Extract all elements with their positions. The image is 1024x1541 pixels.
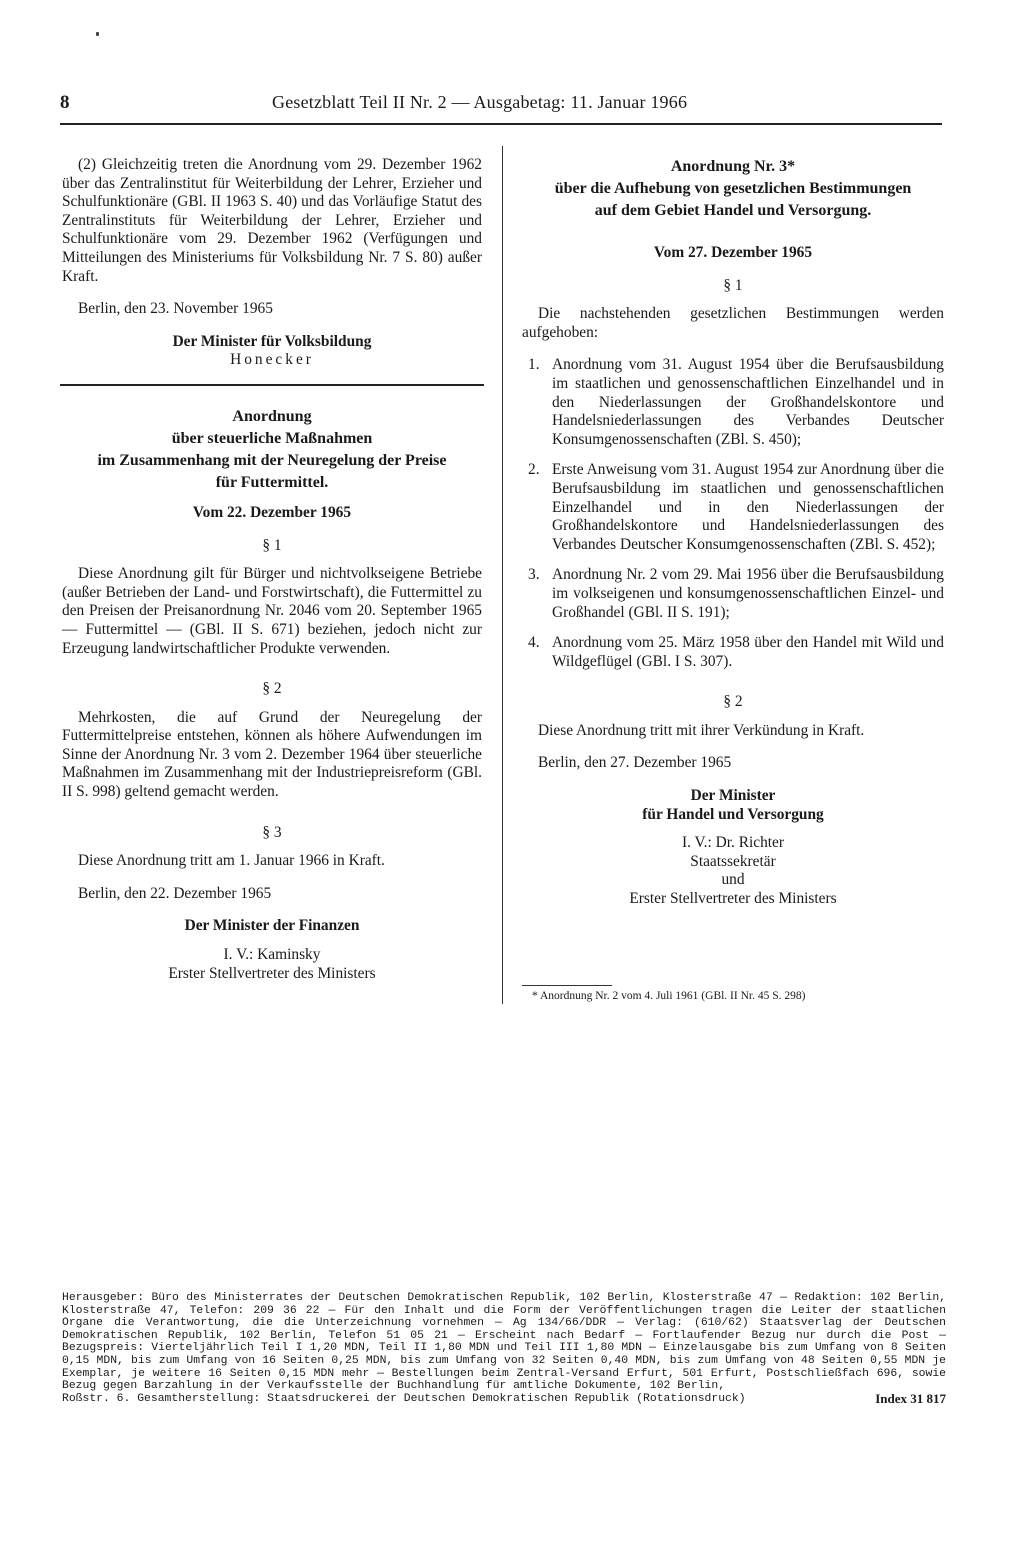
section-text: Diese Anordnung gilt für Bürger und nichtvolkseigene Betriebe (außer Betrieben der Land- und Forstwirtschaft), die Futtermittel zu den Preisen der Preisanordnung Nr. 2046 vom 20. September 1965 — Futtermittel — (GBl. II S. 671) beziehen, jedoch nicht zur Erzeugung landwirtschaftlicher Produkte verwenden. — [62, 565, 482, 657]
heading-line: Anordnung — [232, 407, 312, 425]
section-label: § 3 — [262, 823, 282, 841]
place-date: Berlin, den 27. Dezember 1965 — [538, 754, 732, 772]
section-label: § 2 — [723, 693, 743, 711]
section-text: Mehrkosten, die auf Grund der Neuregelung der Futtermittelpreise entstehen, können als höhere Aufwendungen im Sinne der Anordnung Nr. 3 vom 2. Dezember 1964 über steuerliche Maßnahmen im Zusammenhang mit der Industriepreisreform (GBl. II S. 998) geltend gemacht werden. — [62, 708, 482, 801]
minister-title: für Handel und Versorgung — [642, 805, 824, 823]
list-item: 1. Anordnung vom 31. August 1954 über die Berufsausbildung im staatlichen und genossenschaftlichen Einzelhandel und in den Niederlassungen der Großhandelskontore und Handelsniederlassungen des Verbandes Deutscher Konsumgenossenschaften (ZBl. S. 450); — [528, 356, 944, 448]
footnote-rule — [522, 985, 612, 986]
page-header — [60, 92, 940, 122]
left-column — [62, 156, 482, 983]
section-label: § 1 — [723, 276, 743, 294]
section-text: Diese Anordnung tritt mit ihrer Verkündung in Kraft. — [538, 721, 865, 739]
imprint-text: Herausgeber: Büro des Ministerrates der Deutschen Demokratischen Republik, 102 Berlin, Klosterstraße 47 — Redaktion: 102 Berlin, Klosterstraße 47, Telefon: 209 36 22 — Für den Inhalt und die Form der Veröffentlichungen tragen die Leiter der staatlichen Organe die Verantwortung, die die Unterzeichnung vornehmen — Ag 134/66/DDR — Verlag: (610/62) Staatsverlag der Deutschen Demokratischen Republik, 102 Berlin, Telefon 51 05 21 — Erscheint nach Bedarf — Fortlaufender Bezug nur durch die Post — Bezugspreis: Vierteljährlich Teil I 1,20 MDN, Teil II 1,80 MDN und Teil III 1,80 MDN — Einzelausgabe bis zum Umfang von 8 Seiten 0,15 MDN, bis zum Umfang von 16 Seiten 0,25 MDN, bis zum Umfang von 32 Seiten 0,40 MDN, bis zum Umfang von 48 Seiten 0,55 MDN je Exemplar, je weitere 16 Seiten 0,15 MDN mehr — Bestellungen beim Zentral-Versand Erfurt, 501 Erfurt, Postschließfach 696, sowie Bezug gegen Barzahlung in der Verkaufsstelle der Buchhandlung für amtliche Dokumente, 102 Berlin, — [62, 1292, 946, 1393]
ordinance-date: Vom 22. Dezember 1965 — [192, 503, 352, 521]
page-number: 8 — [60, 92, 70, 113]
minister-title: Der Minister — [690, 787, 776, 805]
heading-line: über steuerliche Maßnahmen — [171, 429, 373, 447]
signer-name: I. V.: Kaminsky — [223, 946, 321, 964]
section-label: § 1 — [262, 536, 282, 554]
minister-title: Der Minister der Finanzen — [184, 917, 360, 935]
signer-name: I. V.: Dr. Richter — [681, 834, 785, 852]
section-label: § 2 — [262, 680, 282, 698]
place-date: Berlin, den 23. November 1965 — [78, 300, 273, 318]
section-text: Diese Anordnung tritt am 1. Januar 1966 in Kraft. — [78, 852, 385, 870]
heading-line: über die Aufhebung von gesetzlichen Bestimmungen — [554, 180, 912, 197]
heading-line: im Zusammenhang mit der Neuregelung der Preise — [97, 451, 447, 469]
index-number: Index 31 817 — [875, 1390, 946, 1406]
minister-title: Der Minister für Volksbildung — [172, 332, 372, 350]
repealed-list — [522, 356, 944, 671]
section-text: Die nachstehenden gesetzlichen Bestimmungen werden aufgehoben: — [522, 305, 944, 341]
ordinance-heading — [62, 406, 482, 494]
list-item: 3. Anordnung Nr. 2 vom 29. Mai 1956 über die Berufsausbildung im volkseigenen und konsumgenossenschaftlichen Einzel- und Großhandel (GBl. II S. 191); — [528, 566, 944, 621]
signer-position: und — [721, 871, 745, 889]
footnote: * Anordnung Nr. 2 vom 4. Juli 1961 (GBl. II Nr. 45 S. 298) — [532, 990, 806, 1002]
ordinance-heading — [522, 156, 944, 222]
imprint-last-line — [62, 1390, 946, 1406]
place-date: Berlin, den 22. Dezember 1965 — [78, 884, 272, 902]
heading-line: Anordnung Nr. 3* — [670, 158, 796, 175]
signer-name: Honecker — [230, 351, 314, 369]
heading-line: für Futtermittel. — [215, 473, 329, 491]
right-column — [522, 156, 944, 909]
signer-position: Erster Stellvertreter des Ministers — [629, 890, 837, 908]
header-rule — [60, 123, 942, 125]
signer-position: Erster Stellvertreter des Ministers — [168, 964, 376, 982]
heading-line: auf dem Gebiet Handel und Versorgung. — [594, 202, 872, 219]
column-divider — [502, 146, 503, 1004]
print-speck — [96, 32, 99, 36]
imprint — [62, 1292, 946, 1405]
intro-paragraph: (2) Gleichzeitig treten die Anordnung vom 29. Dezember 1962 über das Zentralinstitut für Weiterbildung der Lehrer, Erzieher und Schulfunktionäre (GBl. II 1963 S. 40) und das Vorläufige Statut des Zentralinstituts für Weiterbildung der Lehrer, Erzieher und Schulfunktionäre vom 29. Dezember 1962 (Verfügungen und Mitteilungen des Ministeriums für Volksbildung Nr. 7 S. 80) außer Kraft. — [62, 156, 482, 285]
list-item: 4. Anordnung vom 25. März 1958 über den Handel mit Wild und Wildgeflügel (GBl. I S. 307). — [528, 634, 944, 670]
imprint-printer: Roßstr. 6. Gesamtherstellung: Staatsdruckerei der Deutschen Demokratischen Republik (Rotationsdruck) — [62, 1392, 746, 1405]
list-item: 2. Erste Anweisung vom 31. August 1954 zur Anordnung über die Berufsausbildung im staatlichen und genossenschaftlichen Einzelhandel und in den Niederlassungen der Großhandelskontore und Handelsniederlassungen des Verbandes Deutscher Konsumgenossenschaften (ZBl. S. 452); — [528, 461, 944, 553]
section-rule — [60, 384, 484, 386]
signer-position: Staatssekretär — [690, 852, 776, 870]
header-title: Gesetzblatt Teil II Nr. 2 — Ausgabetag: 11. Januar 1966 — [272, 92, 688, 112]
ordinance-date: Vom 27. Dezember 1965 — [653, 244, 813, 261]
